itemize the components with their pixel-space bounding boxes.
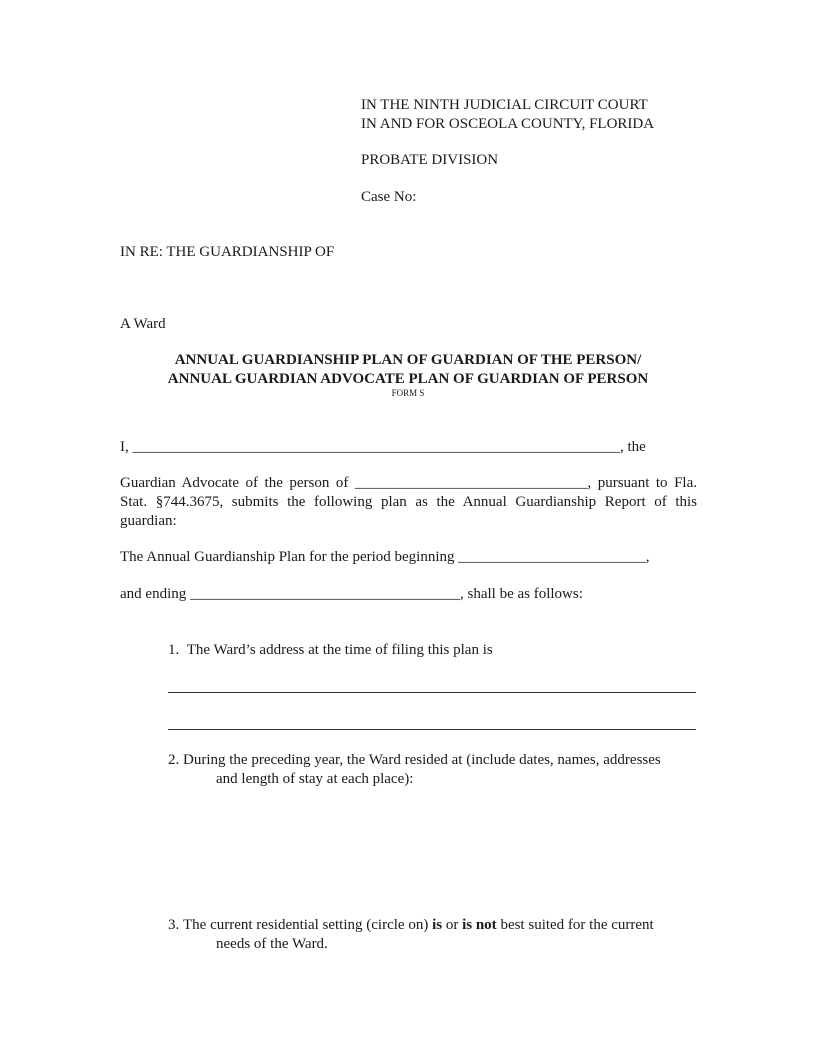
case-number-label: Case No: bbox=[361, 189, 417, 205]
court-division: PROBATE DIVISION bbox=[361, 152, 499, 168]
option-is[interactable]: is bbox=[432, 917, 443, 933]
address-line-2[interactable] bbox=[168, 729, 696, 730]
item-2-text: During the preceding year, the Ward resided at (include dates, names, addresses bbox=[183, 752, 661, 768]
ending-text: and ending bbox=[120, 586, 190, 602]
advocate-text-b: , pursuant to Fla. Stat. §744.3675, submits the following plan as the Annual Guardianship Report of this guardian: bbox=[120, 475, 697, 529]
in-re-caption: IN RE: THE GUARDIANSHIP OF bbox=[120, 244, 335, 260]
item-1 bbox=[168, 641, 493, 660]
intro-line bbox=[120, 438, 646, 457]
option-is-not-is[interactable]: is bbox=[462, 917, 473, 933]
advocate-paragraph bbox=[120, 474, 697, 531]
option-not[interactable]: not bbox=[475, 917, 497, 933]
item-2-number: 2. bbox=[168, 752, 180, 768]
guardian-name-blank[interactable]: _________________________________________________________________ bbox=[132, 439, 620, 455]
advocate-text-a: Guardian Advocate of the person of bbox=[120, 475, 355, 491]
intro-prefix: I, bbox=[120, 439, 133, 455]
item-3-text-b: best suited for the current bbox=[496, 917, 654, 933]
ending-line bbox=[120, 585, 583, 604]
period-text: The Annual Guardianship Plan for the period beginning bbox=[120, 549, 459, 565]
form-title-line1: ANNUAL GUARDIANSHIP PLAN OF GUARDIAN OF THE PERSON/ bbox=[174, 352, 642, 368]
court-county: IN AND FOR OSCEOLA COUNTY, FLORIDA bbox=[361, 116, 655, 132]
court-name: IN THE NINTH JUDICIAL CIRCUIT COURT bbox=[361, 97, 648, 113]
item-3-text-a: The current residential setting (circle on) bbox=[183, 917, 433, 933]
item-2-line2: and length of stay at each place): bbox=[216, 771, 414, 787]
period-line bbox=[120, 548, 650, 567]
item-3-or: or bbox=[442, 917, 463, 933]
form-code: FORM S bbox=[391, 388, 425, 398]
item-3-line1 bbox=[168, 916, 654, 935]
ward-label: A Ward bbox=[120, 316, 166, 332]
form-title-line2: ANNUAL GUARDIAN ADVOCATE PLAN OF GUARDIAN OF PERSON bbox=[167, 371, 649, 387]
item-3-number: 3. bbox=[168, 917, 180, 933]
period-end-blank[interactable]: ____________________________________ bbox=[189, 586, 460, 602]
period-begin-blank[interactable]: _________________________ bbox=[458, 549, 646, 565]
address-line-1[interactable] bbox=[168, 692, 696, 693]
ending-suffix: , shall be as follows: bbox=[459, 586, 583, 602]
period-suffix: , bbox=[645, 549, 650, 565]
item-2-line1 bbox=[168, 751, 661, 770]
item-1-number: 1. bbox=[168, 642, 180, 658]
ward-name-blank[interactable]: _______________________________ bbox=[354, 475, 588, 491]
item-3-line2: needs of the Ward. bbox=[216, 936, 328, 952]
item-1-text: The Ward’s address at the time of filing this plan is bbox=[186, 642, 493, 658]
intro-suffix: , the bbox=[620, 439, 646, 455]
